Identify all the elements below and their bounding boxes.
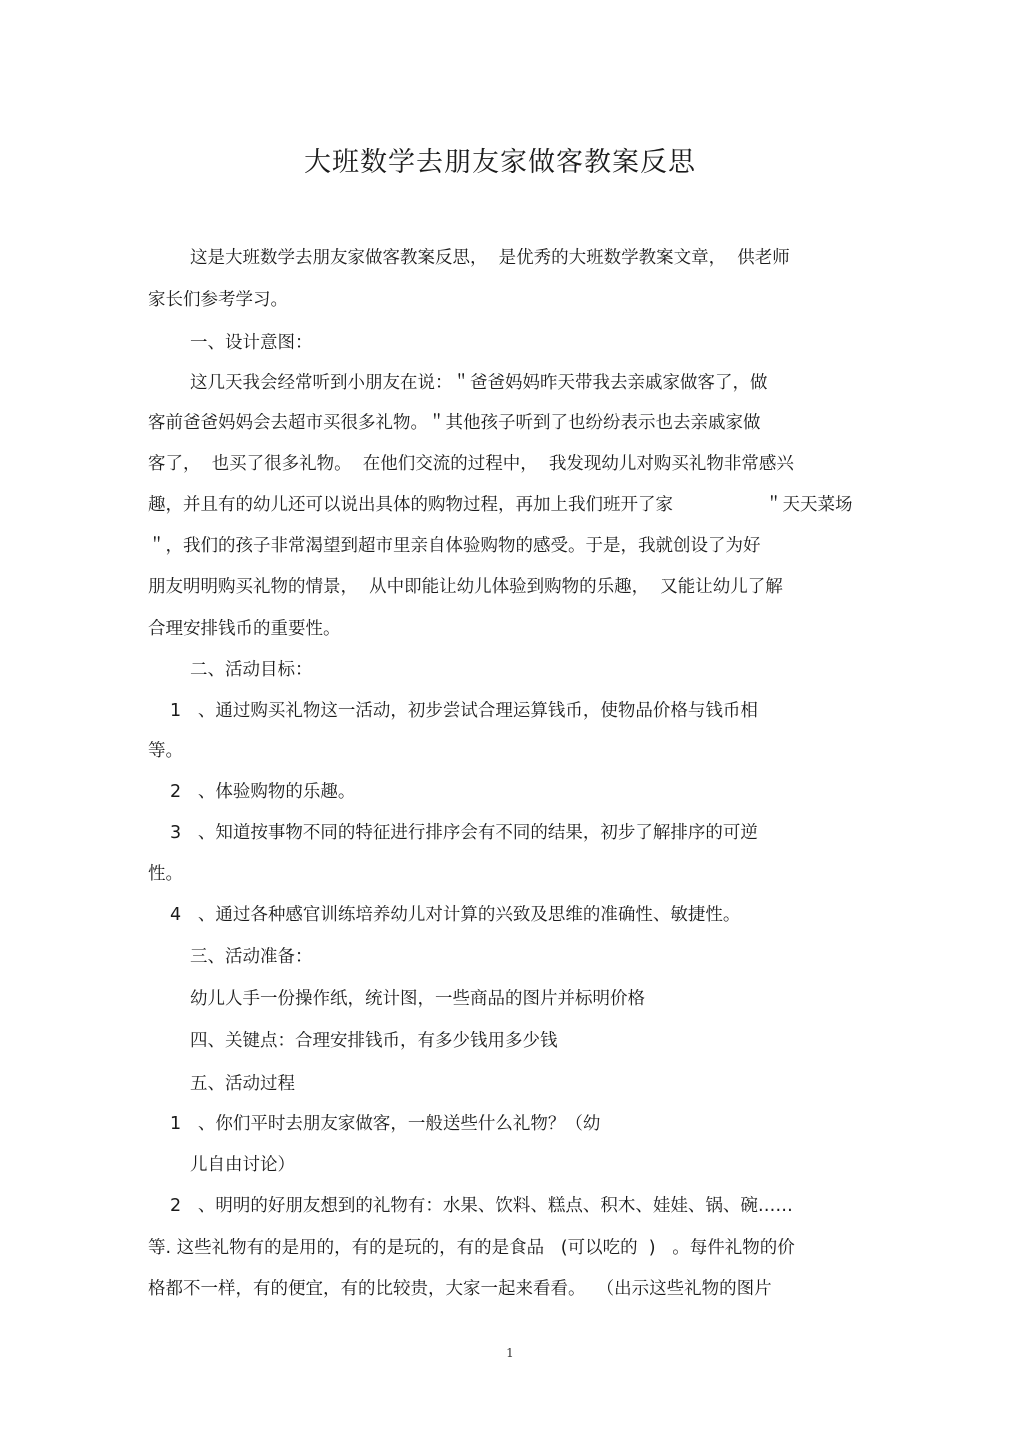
text-line: 趣，并且有的幼儿还可以说出具体的购物过程，再加上我们班开了家 bbox=[148, 495, 673, 515]
section-heading: 三、活动准备： bbox=[190, 947, 313, 967]
text-line: 客了， 也买了很多礼物。 在他们交流的过程中， 我发现幼儿对购买礼物非常感兴 bbox=[148, 454, 794, 474]
text-line: 等。 bbox=[148, 741, 183, 761]
text-line: 格都不一样，有的便宜，有的比较贵，大家一起来看看。 （出示这些礼物的图片 bbox=[148, 1279, 772, 1299]
text-line: 等. 这些礼物有的是用的，有的是玩的，有的是食品 (可以吃的 ) 。每件礼物的价 bbox=[148, 1238, 795, 1258]
section-heading: 一、设计意图： bbox=[190, 333, 313, 353]
text-line: 家长们参考学习。 bbox=[148, 290, 288, 310]
text-line: 合理安排钱币的重要性。 bbox=[148, 619, 341, 639]
section-heading: 四、关键点：合理安排钱币，有多少钱用多少钱 bbox=[190, 1031, 558, 1051]
section-heading: 二、活动目标： bbox=[190, 660, 313, 680]
text-line: ＂，我们的孩子非常渴望到超市里亲自体验购物的感受。于是，我就创设了为好 bbox=[148, 536, 761, 556]
list-item: 2 、明明的好朋友想到的礼物有：水果、饮料、糕点、积木、娃娃、锅、碗…… bbox=[170, 1196, 793, 1216]
text-line: 这几天我会经常听到小朋友在说：＂爸爸妈妈昨天带我去亲戚家做客了，做 bbox=[190, 373, 768, 393]
text-line: 幼儿人手一份操作纸，统计图，一些商品的图片并标明价格 bbox=[190, 989, 645, 1009]
list-item: 1 、通过购买礼物这一活动，初步尝试合理运算钱币，使物品价格与钱币相 bbox=[170, 701, 758, 721]
document-title: 大班数学去朋友家做客教案反思 bbox=[304, 147, 696, 178]
text-line: 客前爸爸妈妈会去超市买很多礼物。＂其他孩子听到了也纷纷表示也去亲戚家做 bbox=[148, 413, 761, 433]
list-item: 4 、通过各种感官训练培养幼儿对计算的兴致及思维的准确性、敏捷性。 bbox=[170, 905, 741, 925]
text-line: 儿自由讨论） bbox=[190, 1155, 295, 1175]
list-item: 2 、体验购物的乐趣。 bbox=[170, 782, 356, 802]
text-line: 这是大班数学去朋友家做客教案反思， 是优秀的大班数学教案文章， 供老师 bbox=[190, 248, 790, 268]
text-line: ＂天天菜场 bbox=[765, 495, 853, 515]
list-item: 3 、知道按事物不同的特征进行排序会有不同的结果，初步了解排序的可逆 bbox=[170, 823, 758, 843]
text-line: 朋友明明购买礼物的情景， 从中即能让幼儿体验到购物的乐趣， 又能让幼儿了解 bbox=[148, 577, 783, 597]
list-item: 1 、你们平时去朋友家做客，一般送些什么礼物？（幼 bbox=[170, 1114, 601, 1134]
text-line: 性。 bbox=[148, 864, 183, 884]
section-heading: 五、活动过程 bbox=[190, 1074, 295, 1094]
page-number: 1 bbox=[506, 1346, 514, 1360]
